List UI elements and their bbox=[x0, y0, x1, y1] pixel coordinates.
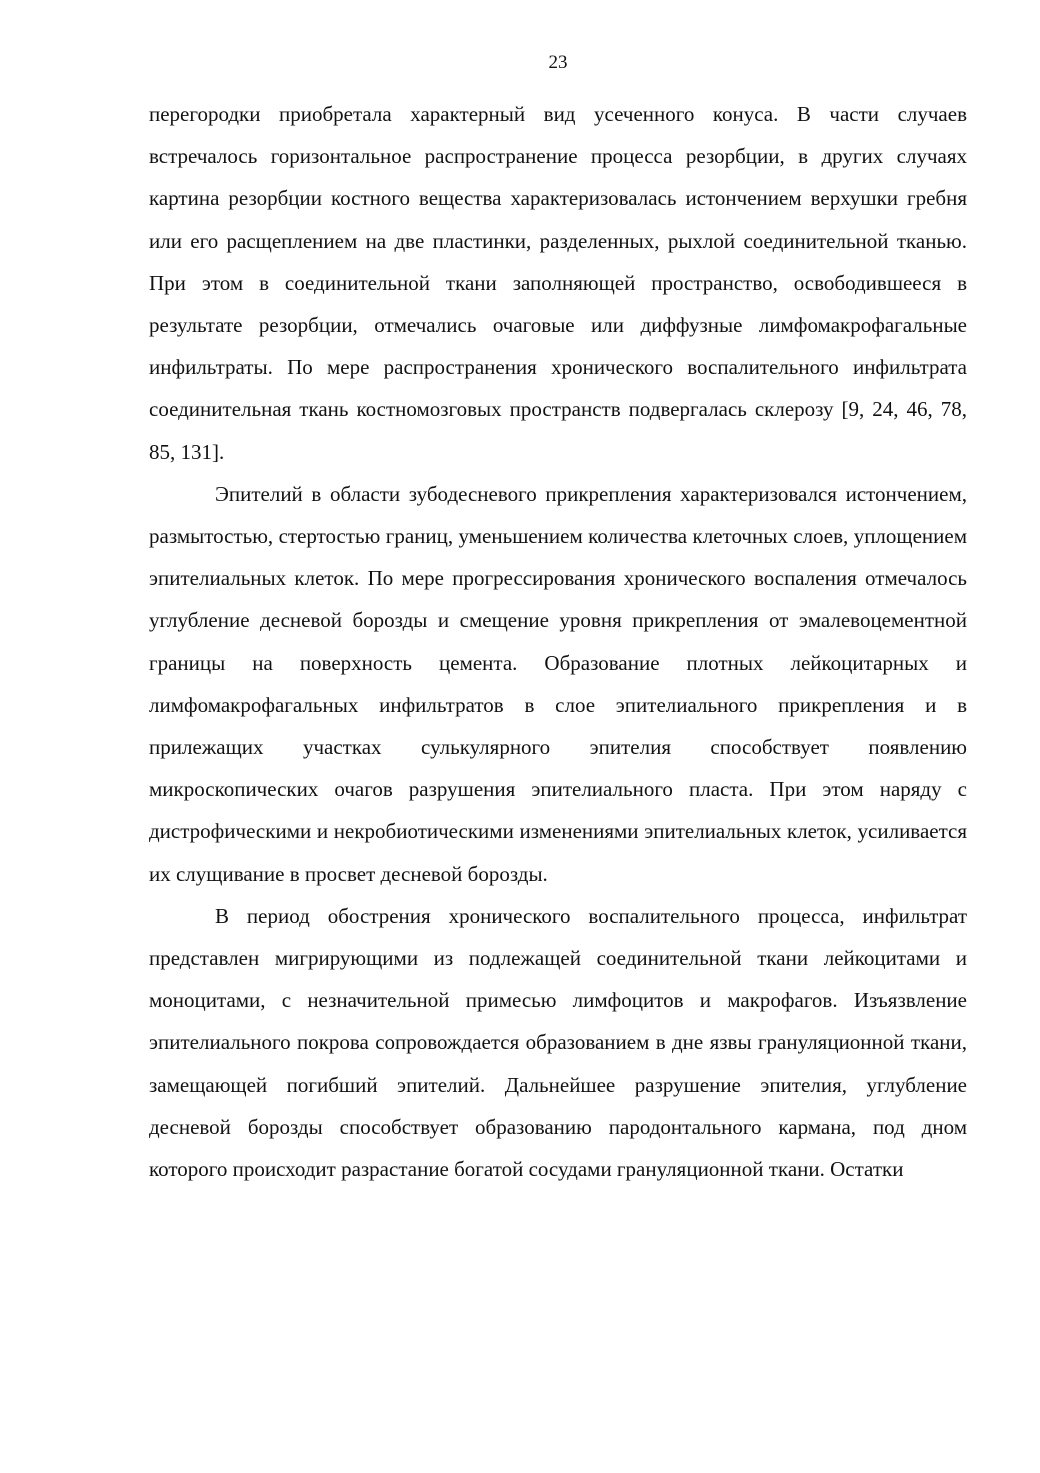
document-body bbox=[149, 93, 967, 1190]
page-number: 23 bbox=[548, 52, 568, 73]
paragraph-3: В период обострения хронического воспалительного процесса, инфильтрат представлен мигрирующими из подлежащей соединительной ткани лейкоцитами и моноцитами, с незначительной примесью лимфоцитов и макрофагов. Изъязвление эпителиального покрова сопровождается образованием в дне язвы грануляционной ткани, замещающей погибший эпителий. Дальнейшее разрушение эпителия, углубление десневой борозды способствует образованию пародонтального кармана, под дном которого происходит разрастание богатой сосудами грануляционной ткани. Остатки bbox=[149, 903, 967, 1182]
paragraph-2: Эпителий в области зубодесневого прикрепления характеризовался истончением, размытостью, стертостью границ, уменьшением количества клеточных слоев, уплощением эпителиальных клеток. По мере прогрессирования хронического воспаления отмечалось углубление десневой борозды и смещение уровня прикрепления от эмалевоцементной границы на поверхность цемента. Образование плотных лейкоцитарных и лимфомакрофагальных инфильтратов в слое эпителиального прикрепления и в прилежащих участках сулькулярного эпителия способствует появлению микроскопических очагов разрушения эпителиального пласта. При этом наряду с дистрофическими и некробиотическими изменениями эпителиальных клеток, усиливается их слущивание в просвет десневой борозды. bbox=[149, 481, 967, 886]
paragraph-1: перегородки приобретала характерный вид усеченного конуса. В части случаев встречалось горизонтальное распространение процесса резорбции, в других случаях картина резорбции костного вещества характеризовалась истончением верхушки гребня или его расщеплением на две пластинки, разделенных, рыхлой соединительной тканью. При этом в соединительной ткани заполняющей пространство, освободившееся в результате резорбции, отмечались очаговые или диффузные лимфомакрофагальные инфильтраты. По мере распространения хронического воспалительного инфильтрата соединительная ткань костномозговых пространств подвергалась склерозу [9, 24, 46, 78, 85, 131]. bbox=[149, 102, 967, 464]
